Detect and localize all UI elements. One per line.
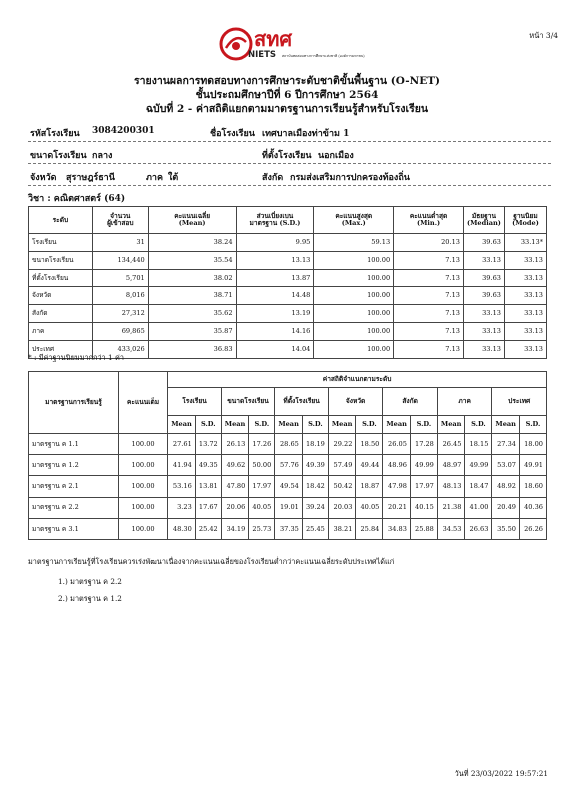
improve-item: 2.) มาตรฐาน ค 1.2: [58, 594, 122, 603]
level-header: ขนาดโรงเรียน: [221, 388, 275, 416]
table-cell: 57.49: [328, 455, 356, 476]
table-cell: 17.97: [249, 476, 275, 497]
stats-column-header: คะแนนต่ำสุด (Min.): [394, 207, 464, 234]
logo-sub: NIETS: [248, 50, 277, 60]
table-cell: 17.26: [249, 434, 275, 455]
stats-body: [29, 234, 547, 359]
full-score: 100.00: [118, 434, 167, 455]
table-cell: 7.13: [394, 269, 464, 287]
table-cell: 33.13: [504, 340, 546, 358]
mean-header: Mean: [275, 416, 303, 434]
table-cell: 8,016: [92, 287, 148, 305]
table-cell: 59.13: [314, 234, 394, 252]
table-cell: 17.97: [410, 476, 437, 497]
table-cell: 25.84: [356, 518, 383, 539]
table-cell: 53.07: [492, 455, 520, 476]
row-level-label: โรงเรียน: [29, 234, 93, 252]
stats-column-header: จำนวน ผู้เข้าสอบ: [92, 207, 148, 234]
table-cell: 49.44: [356, 455, 383, 476]
table-cell: 41.00: [465, 497, 492, 518]
table-cell: 47.98: [383, 476, 411, 497]
table-cell: 26.45: [437, 434, 465, 455]
row-level-label: ประเทศ: [29, 340, 93, 358]
table-cell: 14.48: [236, 287, 314, 305]
standard-name: มาตรฐาน ค 1.1: [29, 434, 119, 455]
row-level-label: ภาค: [29, 322, 93, 340]
table-row: [29, 251, 547, 269]
table-cell: 48.97: [437, 455, 465, 476]
mean-header: Mean: [383, 416, 411, 434]
mean-header: Mean: [328, 416, 356, 434]
table-cell: 48.13: [437, 476, 465, 497]
table-cell: 29.22: [328, 434, 356, 455]
table-row: [29, 518, 547, 539]
table-row: [29, 305, 547, 323]
level-header: ที่ตั้งโรงเรียน: [275, 388, 329, 416]
table-row: [29, 455, 547, 476]
divider: [28, 185, 551, 186]
province-label: จังหวัด: [30, 173, 57, 183]
table-cell: 7.13: [394, 287, 464, 305]
table-cell: 134,440: [92, 251, 148, 269]
row-level-label: สังกัด: [29, 305, 93, 323]
full-score-header: คะแนนเต็ม: [118, 372, 167, 434]
subject-title: วิชา : คณิตศาสตร์ (64): [28, 194, 126, 204]
sd-header: S.D.: [195, 416, 221, 434]
stats-by-level-header: ค่าสถิติจำแนกตามระดับ: [168, 372, 547, 388]
table-cell: 18.00: [519, 434, 546, 455]
table-cell: 49.54: [275, 476, 303, 497]
table-cell: 5,701: [92, 269, 148, 287]
table-cell: 48.30: [168, 518, 196, 539]
table-cell: 47.80: [221, 476, 249, 497]
table-cell: 39.63: [463, 287, 504, 305]
page-number: หน้า 3/4: [529, 31, 558, 40]
standards-body: [29, 434, 547, 540]
mean-header: Mean: [492, 416, 520, 434]
table-cell: 35.54: [148, 251, 236, 269]
table-cell: 26.26: [519, 518, 546, 539]
table-cell: 7.13: [394, 322, 464, 340]
table-cell: 17.28: [410, 434, 437, 455]
table-cell: 7.13: [394, 340, 464, 358]
table-cell: 33.13: [504, 287, 546, 305]
school-location: นอกเมือง: [318, 151, 354, 161]
table-cell: 38.02: [148, 269, 236, 287]
table-cell: 13.13: [236, 251, 314, 269]
table-row: [29, 434, 547, 455]
sd-header: S.D.: [519, 416, 546, 434]
table-cell: 433,026: [92, 340, 148, 358]
stats-column-header: ฐานนิยม (Mode): [504, 207, 546, 234]
table-cell: 35.87: [148, 322, 236, 340]
table-row: [29, 497, 547, 518]
stats-column-header: คะแนนเฉลี่ย (Mean): [148, 207, 236, 234]
table-cell: 21.38: [437, 497, 465, 518]
sd-header: S.D.: [249, 416, 275, 434]
full-score: 100.00: [118, 497, 167, 518]
mean-header: Mean: [437, 416, 465, 434]
table-cell: 27.34: [492, 434, 520, 455]
table-cell: 39.63: [463, 269, 504, 287]
table-cell: 33.13: [463, 251, 504, 269]
table-cell: 41.94: [168, 455, 196, 476]
footer-date: วันที่ 23/03/2022 19:57:21: [454, 769, 548, 778]
table-cell: 33.13: [463, 322, 504, 340]
school-size: กลาง: [92, 151, 113, 161]
divider: [28, 141, 551, 142]
table-cell: 39.63: [463, 234, 504, 252]
table-row: [29, 287, 547, 305]
stats-table: [28, 206, 547, 359]
table-cell: 28.65: [275, 434, 303, 455]
table-cell: 53.16: [168, 476, 196, 497]
table-cell: 7.13: [394, 305, 464, 323]
table-cell: 25.88: [410, 518, 437, 539]
table-cell: 20.21: [383, 497, 411, 518]
table-cell: 18.42: [302, 476, 328, 497]
table-cell: 49.99: [410, 455, 437, 476]
table-cell: 25.45: [302, 518, 328, 539]
table-cell: 34.83: [383, 518, 411, 539]
table-cell: 49.99: [465, 455, 492, 476]
school-size-label: ขนาดโรงเรียน: [30, 151, 87, 161]
table-cell: 38.21: [328, 518, 356, 539]
sd-header: S.D.: [356, 416, 383, 434]
table-cell: 25.42: [195, 518, 221, 539]
table-cell: 50.00: [249, 455, 275, 476]
table-cell: 38.24: [148, 234, 236, 252]
table-row: [29, 322, 547, 340]
table-cell: 100.00: [314, 340, 394, 358]
level-header: จังหวัด: [328, 388, 383, 416]
stats-column-header: ส่วนเบี่ยงเบน มาตรฐาน (S.D.): [236, 207, 314, 234]
table-cell: 14.16: [236, 322, 314, 340]
table-row: [29, 269, 547, 287]
table-cell: 18.15: [465, 434, 492, 455]
affiliation-label: สังกัด: [262, 173, 284, 183]
table-cell: 49.35: [195, 455, 221, 476]
table-cell: 40.05: [249, 497, 275, 518]
table-cell: 13.87: [236, 269, 314, 287]
table-cell: 33.13: [504, 322, 546, 340]
table-cell: 13.81: [195, 476, 221, 497]
row-level-label: ที่ตั้งโรงเรียน: [29, 269, 93, 287]
table-cell: 36.83: [148, 340, 236, 358]
table-cell: 20.13: [394, 234, 464, 252]
table-row: [29, 234, 547, 252]
table-cell: 27.61: [168, 434, 196, 455]
table-cell: 7.13: [394, 251, 464, 269]
table-cell: 50.42: [328, 476, 356, 497]
full-score: 100.00: [118, 455, 167, 476]
table-cell: 20.06: [221, 497, 249, 518]
table-cell: 26.05: [383, 434, 411, 455]
school-name: เทศบาลเมืองท่าข้าม 1: [262, 129, 350, 139]
logo-caption: สถาบันทดสอบทางการศึกษาแห่งชาติ (องค์การมหาชน): [282, 54, 365, 58]
table-cell: 3.23: [168, 497, 196, 518]
table-cell: 18.50: [356, 434, 383, 455]
table-cell: 33.13: [504, 269, 546, 287]
improve-note: มาตรฐานการเรียนรู้ที่โรงเรียนควรเร่งพัฒนาเนื่องจากคะแนนเฉลี่ยของโรงเรียนต่ำกว่าคะแนนเฉลี่ยระดับประเทศได้แก่: [28, 557, 395, 566]
table-cell: 69,865: [92, 322, 148, 340]
table-cell: 13.72: [195, 434, 221, 455]
table-cell: 49.39: [302, 455, 328, 476]
table-cell: 57.76: [275, 455, 303, 476]
report-title: รายงานผลการทดสอบทางการศึกษาระดับชาติขั้นพื้นฐาน (O-NET): [134, 75, 440, 87]
school-name-label: ชื่อโรงเรียน: [210, 129, 255, 139]
full-score: 100.00: [118, 518, 167, 539]
table-cell: 48.96: [383, 455, 411, 476]
level-header: ภาค: [437, 388, 492, 416]
sd-header: S.D.: [410, 416, 437, 434]
row-level-label: ขนาดโรงเรียน: [29, 251, 93, 269]
table-cell: 13.19: [236, 305, 314, 323]
table-cell: 39.24: [302, 497, 328, 518]
niets-logo: [218, 24, 365, 68]
table-cell: 48.92: [492, 476, 520, 497]
table-cell: 20.49: [492, 497, 520, 518]
table-cell: 37.35: [275, 518, 303, 539]
school-code: 3084200301: [92, 126, 155, 136]
table-cell: 14.04: [236, 340, 314, 358]
region: ใต้: [168, 173, 179, 183]
mean-header: Mean: [221, 416, 249, 434]
table-cell: 40.15: [410, 497, 437, 518]
table-cell: 34.53: [437, 518, 465, 539]
standard-name: มาตรฐาน ค 2.2: [29, 497, 119, 518]
table-cell: 18.19: [302, 434, 328, 455]
mode-note: * : มีค่าฐานนิยมมากกว่า 1 ค่า: [28, 353, 124, 362]
table-cell: 33.13: [504, 305, 546, 323]
table-row: [29, 476, 547, 497]
school-code-label: รหัสโรงเรียน: [30, 129, 80, 139]
sd-header: S.D.: [302, 416, 328, 434]
table-cell: 35.50: [492, 518, 520, 539]
table-cell: 38.71: [148, 287, 236, 305]
table-cell: 27,312: [92, 305, 148, 323]
standard-name: มาตรฐาน ค 2.1: [29, 476, 119, 497]
school-location-label: ที่ตั้งโรงเรียน: [262, 151, 312, 161]
table-cell: 25.73: [249, 518, 275, 539]
table-cell: 100.00: [314, 251, 394, 269]
level-header: ประเทศ: [492, 388, 547, 416]
table-cell: 33.13: [504, 251, 546, 269]
level-header: โรงเรียน: [168, 388, 222, 416]
sd-header: S.D.: [465, 416, 492, 434]
standard-name: มาตรฐาน ค 1.2: [29, 455, 119, 476]
table-cell: 100.00: [314, 269, 394, 287]
table-cell: 17.67: [195, 497, 221, 518]
table-cell: 9.95: [236, 234, 314, 252]
standards-table: [28, 371, 547, 540]
table-cell: 18.60: [519, 476, 546, 497]
level-header: สังกัด: [383, 388, 438, 416]
table-cell: 18.47: [465, 476, 492, 497]
row-level-label: จังหวัด: [29, 287, 93, 305]
table-cell: 19.01: [275, 497, 303, 518]
table-cell: 26.63: [465, 518, 492, 539]
table-cell: 100.00: [314, 305, 394, 323]
full-score: 100.00: [118, 476, 167, 497]
stats-column-header: คะแนนสูงสุด (Max.): [314, 207, 394, 234]
table-cell: 40.05: [356, 497, 383, 518]
table-cell: 20.03: [328, 497, 356, 518]
improve-item: 1.) มาตรฐาน ค 2.2: [58, 577, 122, 586]
region-label: ภาค: [146, 173, 164, 183]
standard-name: มาตรฐาน ค 3.1: [29, 518, 119, 539]
table-cell: 18.87: [356, 476, 383, 497]
province: สุราษฎร์ธานี: [66, 173, 115, 183]
table-cell: 26.13: [221, 434, 249, 455]
stats-column-header: มัธยฐาน (Median): [463, 207, 504, 234]
mean-header: Mean: [168, 416, 196, 434]
table-cell: 100.00: [314, 287, 394, 305]
affiliation: กรมส่งเสริมการปกครองท้องถิ่น: [290, 173, 410, 183]
table-cell: 49.62: [221, 455, 249, 476]
table-cell: 40.36: [519, 497, 546, 518]
report-subtitle: ชั้นประถมศึกษาปีที่ 6 ปีการศึกษา 2564: [195, 89, 379, 101]
table-cell: 33.13: [463, 340, 504, 358]
table-cell: 31: [92, 234, 148, 252]
table-cell: 35.62: [148, 305, 236, 323]
standard-header: มาตรฐานการเรียนรู้: [29, 372, 119, 434]
table-cell: 33.13*: [504, 234, 546, 252]
logo-text: สทศ: [254, 27, 293, 51]
table-cell: 49.91: [519, 455, 546, 476]
report-edition: ฉบับที่ 2 - ค่าสถิติแยกตามมาตรฐานการเรียนรู้สำหรับโรงเรียน: [145, 103, 429, 115]
table-cell: 33.13: [463, 305, 504, 323]
stats-column-header: ระดับ: [29, 207, 93, 234]
stats-header-row: [29, 207, 547, 234]
table-cell: 100.00: [314, 322, 394, 340]
divider: [28, 163, 551, 164]
table-cell: 34.19: [221, 518, 249, 539]
